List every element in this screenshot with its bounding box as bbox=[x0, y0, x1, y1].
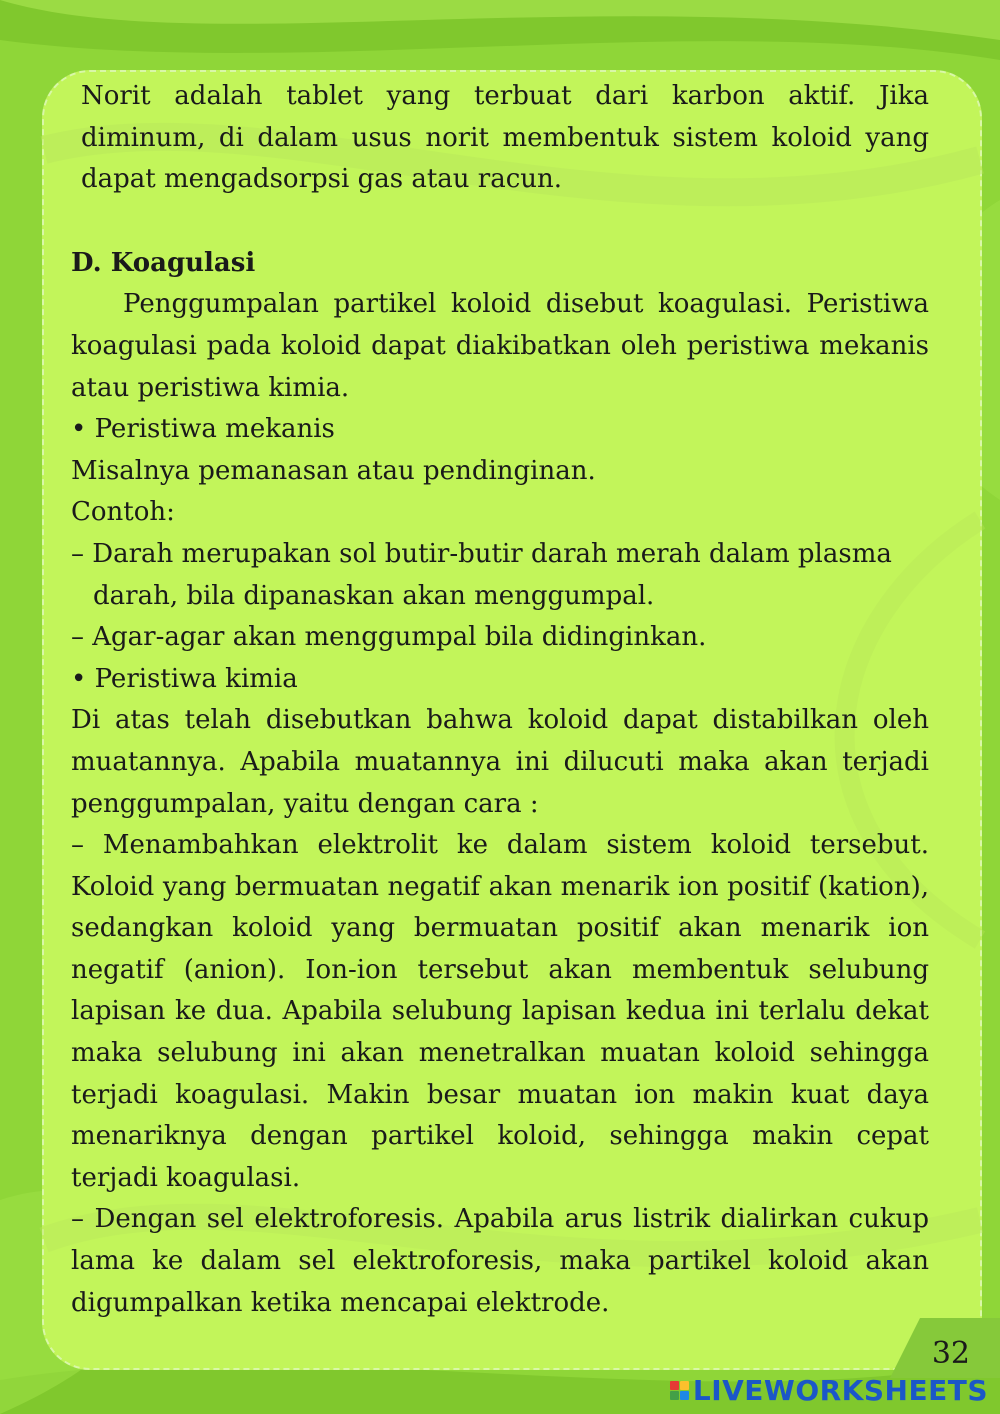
liveworksheets-logo-icon bbox=[670, 1381, 689, 1400]
chemical-method: – Menambahkan elektrolit ke dalam sistem koloid tersebut. Koloid yang bermuatan negatif akan menarik ion positif (kation), sedangkan koloid yang bermuatan positif akan menarik ion negatif (anion). Ion-ion tersebut akan membentuk selubung lapisan ke dua. Apabila selubung lapisan kedua ini terlalu dekat maka selubung ini akan menetralkan muatan koloid sehingga terjadi koagulasi. Makin besar muatan ion makin kuat daya menariknya dengan partikel koloid, sehingga makin cepat terjadi koagulasi. bbox=[71, 830, 929, 1193]
example-label: Contoh: bbox=[71, 497, 175, 528]
page-body bbox=[71, 76, 929, 1324]
chemical-description: Di atas telah disebutkan bahwa koloid dapat distabilkan oleh muatannya. Apabila muatannya ini dilucuti maka akan terjadi penggumpalan, yaitu dengan cara : bbox=[71, 705, 929, 819]
section-heading: D. Koagulasi bbox=[71, 247, 256, 278]
mechanical-example: – Darah merupakan sol butir-butir darah merah dalam plasma darah, bila dipanaskan akan menggumpal. bbox=[71, 538, 892, 611]
liveworksheets-watermark[interactable] bbox=[670, 1374, 988, 1407]
mechanical-example: – Agar-agar akan menggumpal bila didinginkan. bbox=[71, 622, 707, 653]
mechanical-description: Misalnya pemanasan atau pendinginan. bbox=[71, 455, 596, 486]
page-number: 32 bbox=[931, 1336, 970, 1371]
chemical-method: – Dengan sel elektroforesis. Apabila arus listrik dialirkan cukup lama ke dalam sel elektroforesis, maka partikel koloid akan digumpalkan ketika mencapai elektrode. bbox=[71, 1204, 929, 1318]
watermark-text: LIVEWORKSHEETS bbox=[692, 1374, 988, 1407]
chemical-bullet: • Peristiwa kimia bbox=[71, 663, 298, 694]
mechanical-bullet: • Peristiwa mekanis bbox=[71, 414, 335, 445]
definition-paragraph: Penggumpalan partikel koloid disebut koagulasi. Peristiwa koagulasi pada koloid dapat diakibatkan oleh peristiwa mekanis atau peristiwa kimia. bbox=[71, 289, 929, 403]
intro-paragraph: Norit adalah tablet yang terbuat dari karbon aktif. Jika diminum, di dalam usus norit membentuk sistem koloid yang dapat mengadsorpsi gas atau racun. bbox=[81, 81, 929, 195]
